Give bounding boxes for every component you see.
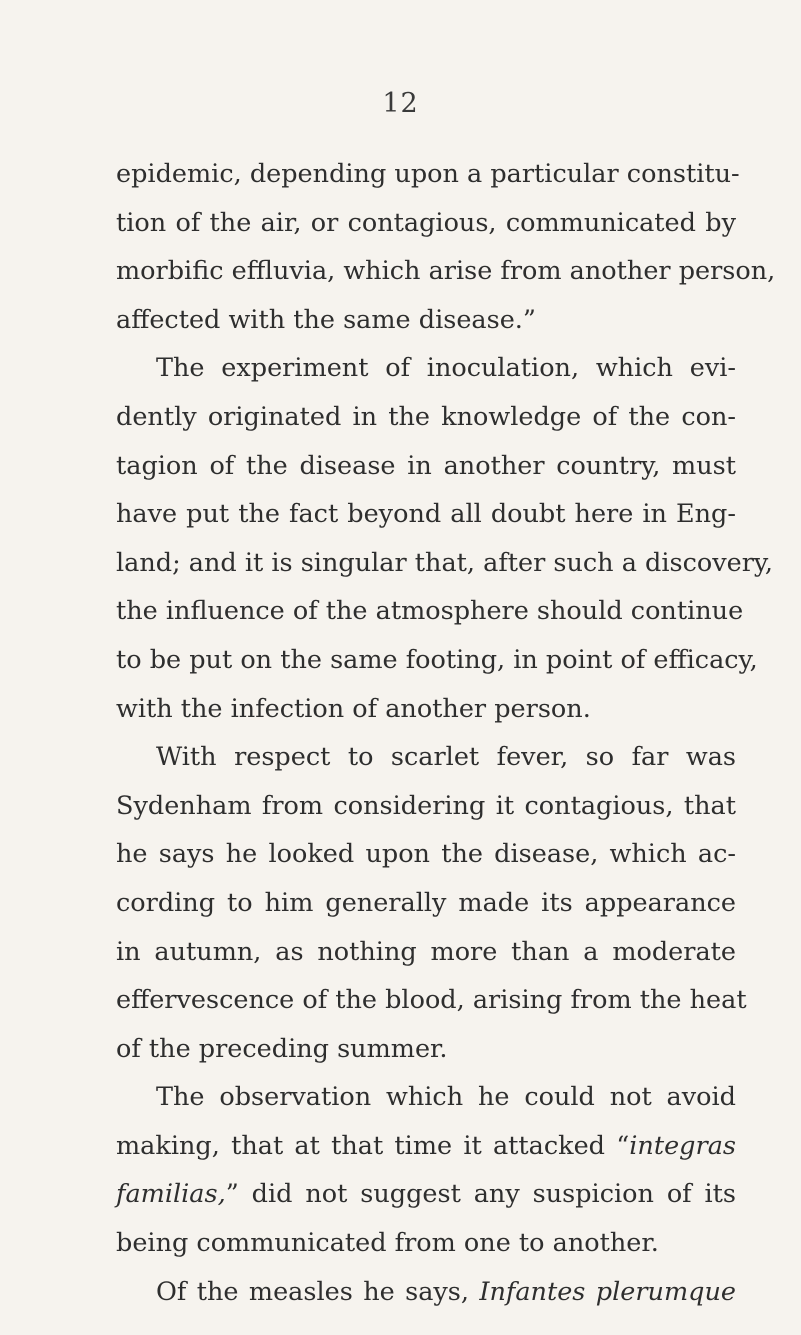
line-text: tion of the air, or contagious, communicated by bbox=[116, 207, 736, 238]
line-text: in autumn, as nothing more than a moderate bbox=[116, 936, 736, 967]
line-text: with the infection of another person. bbox=[116, 693, 591, 724]
text-line bbox=[116, 830, 736, 879]
line-text: dently originated in the knowledge of the con- bbox=[116, 401, 736, 432]
page-number: 12 bbox=[382, 88, 419, 119]
line-text: he says he looked upon the disease, which ac- bbox=[116, 839, 736, 870]
text-line bbox=[116, 782, 736, 831]
text-line bbox=[116, 733, 736, 782]
text-line bbox=[116, 1170, 736, 1219]
text-line bbox=[116, 296, 736, 345]
text-line bbox=[116, 587, 744, 636]
line-text: Sydenham from considering it contagious, that bbox=[116, 790, 736, 821]
paragraph-lines bbox=[116, 150, 776, 1073]
line-text: the influence of the atmosphere should continue bbox=[116, 596, 744, 627]
text-line bbox=[116, 442, 736, 491]
text-line bbox=[116, 150, 740, 199]
text-line bbox=[116, 976, 747, 1025]
line-text: tagion of the disease in another country, must bbox=[116, 450, 736, 481]
italic-text: Infantes plerumque bbox=[479, 1276, 736, 1307]
text-line bbox=[116, 1025, 736, 1074]
line-text: epidemic, depending upon a particular constitu- bbox=[116, 159, 740, 189]
text-line bbox=[116, 879, 736, 928]
line-text: to be put on the same footing, in point of efficacy, bbox=[116, 644, 758, 675]
text-line bbox=[116, 344, 736, 393]
line-text: The experiment of inoculation, which evi- bbox=[156, 353, 736, 384]
line-text: Of the measles he says, bbox=[156, 1276, 469, 1307]
text-line bbox=[116, 1073, 736, 1122]
italic-text: familias, bbox=[116, 1179, 226, 1210]
text-line bbox=[116, 685, 736, 734]
text-line bbox=[116, 490, 736, 539]
text-line bbox=[116, 539, 774, 588]
text-line bbox=[116, 928, 736, 977]
line-text: With respect to scarlet fever, so far was bbox=[156, 742, 736, 773]
text-line bbox=[116, 199, 736, 248]
line-text: making, that at that time it attacked “ bbox=[116, 1130, 630, 1161]
text-line bbox=[116, 247, 776, 296]
line-text: land; and it is singular that, after such a discovery, bbox=[116, 547, 774, 578]
text-line bbox=[116, 393, 736, 442]
line-text: The observation which he could not avoid bbox=[156, 1082, 736, 1113]
line-text: affected with the same disease.” bbox=[116, 304, 536, 335]
line-text: have put the fact beyond all doubt here in Eng- bbox=[116, 499, 736, 530]
text-line bbox=[116, 1268, 736, 1317]
line-text: of the preceding summer. bbox=[116, 1033, 448, 1064]
line-text: cording to him generally made its appearance bbox=[116, 887, 736, 918]
line-text: effervescence of the blood, arising from the heat bbox=[116, 985, 747, 1016]
line-text: morbific effluvia, which arise from another person, bbox=[116, 256, 776, 287]
italic-text: integras bbox=[629, 1130, 736, 1161]
text-line bbox=[116, 636, 758, 685]
line-text: ” did not suggest any suspicion of its bbox=[225, 1179, 736, 1210]
text-line bbox=[116, 1122, 736, 1171]
line-text: being communicated from one to another. bbox=[116, 1228, 659, 1259]
body-text bbox=[116, 150, 776, 1316]
text-line bbox=[116, 1219, 736, 1268]
